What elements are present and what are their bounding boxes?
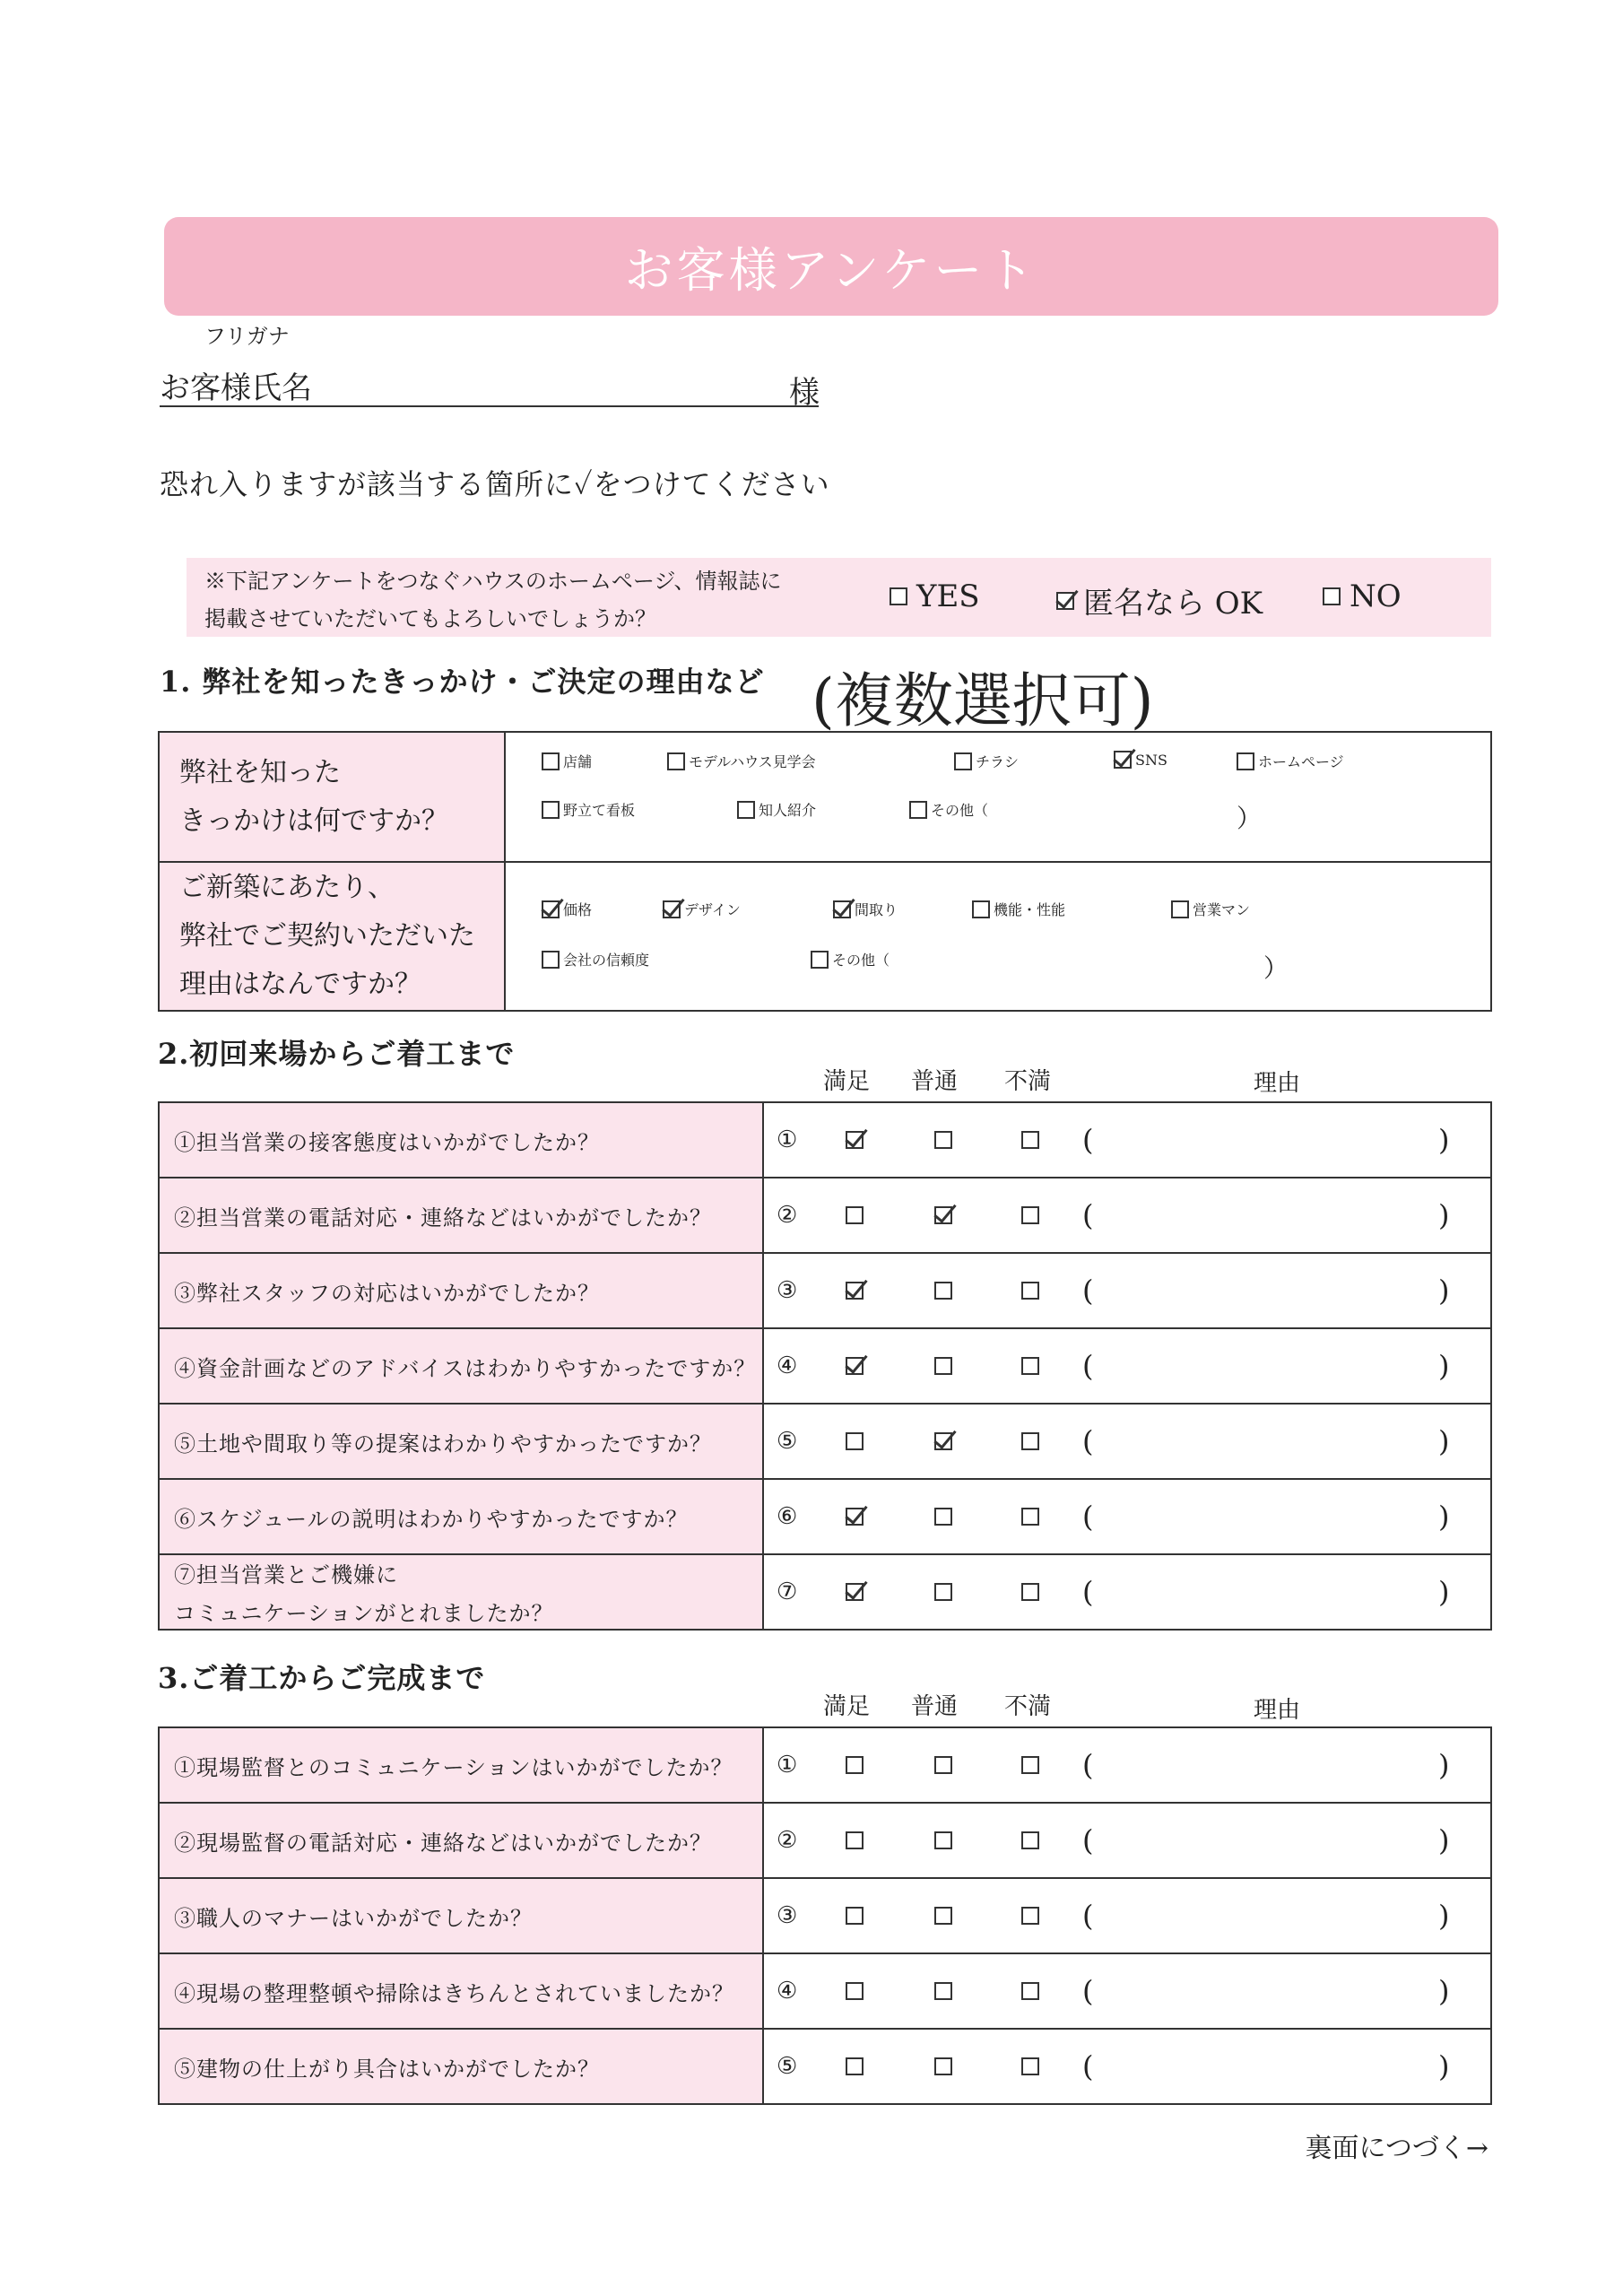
rating-row: [159, 1328, 1491, 1404]
answer-cell: [763, 1878, 1491, 1953]
reason-close-paren: ): [1438, 1198, 1450, 1232]
question-text: ③弊社スタッフの対応はいかがでしたか？: [174, 1280, 600, 1306]
answer-cell: [763, 1178, 1491, 1253]
consent-line-2: 掲載させていただいてもよろしいでしょうか？: [204, 606, 656, 631]
question-text: ②担当営業の電話対応・連絡などはいかがでしたか？: [174, 1205, 712, 1231]
question-text: ⑦担当営業とご機嫌に: [174, 1562, 398, 1587]
checkbox-satisfied[interactable]: [846, 1357, 864, 1375]
q2-option-other[interactable]: その他（: [811, 949, 890, 970]
reason-open-paren: (: [1082, 1349, 1094, 1383]
question-text: ③職人のマナーはいかがでしたか？: [174, 1905, 533, 1931]
reason-open-paren: (: [1082, 1198, 1094, 1232]
reason-close-paren: ): [1438, 1575, 1450, 1609]
consent-option-no[interactable]: [1323, 578, 1402, 614]
question-text: ⑤建物の仕上がり具合はいかがでしたか？: [174, 2056, 600, 2082]
checkbox-normal[interactable]: [934, 1282, 952, 1300]
rating-row: [159, 1253, 1491, 1328]
q2-option[interactable]: 価格: [542, 899, 592, 919]
consent-option-yes[interactable]: [890, 578, 980, 614]
reason-open-paren: (: [1082, 1823, 1094, 1857]
q1-option[interactable]: ホームページ: [1237, 751, 1344, 771]
q2-label-line: ご新築にあたり、: [179, 872, 395, 903]
answer-cell: [763, 2029, 1491, 2104]
checkbox-dissatisfied[interactable]: [1021, 1206, 1039, 1224]
question-cell: [159, 1727, 763, 1803]
checkbox-satisfied[interactable]: [846, 1982, 864, 2000]
reason-field[interactable]: [1105, 1893, 1428, 1937]
question-cell: [159, 1953, 763, 2029]
row-number: ①: [777, 1752, 798, 1779]
checkbox-satisfied[interactable]: [846, 1432, 864, 1450]
checkbox-normal[interactable]: [934, 1982, 952, 2000]
instruction-text: 恐れ入りますが該当する箇所に✓をつけてください: [160, 467, 830, 501]
header-reason: 理由: [1254, 1070, 1301, 1097]
reason-field[interactable]: [1105, 1118, 1428, 1161]
question-text: ⑤土地や間取り等の提案はわかりやすかったですか？: [174, 1431, 712, 1457]
row-number: ⑤: [777, 1428, 798, 1455]
checkbox-satisfied[interactable]: [846, 1583, 864, 1601]
question-text: ④現場の整理整頓や掃除はきちんとされていましたか？: [174, 1980, 734, 2006]
consent-question: [204, 562, 781, 638]
header-satisfied: 満足: [823, 1693, 871, 1720]
checkbox-normal[interactable]: [934, 1508, 952, 1526]
q2-options-cell: [505, 862, 1491, 1011]
reason-close-paren: ): [1438, 1424, 1450, 1458]
checkbox-dissatisfied[interactable]: [1021, 2057, 1039, 2075]
name-honorific: 様: [789, 375, 820, 411]
row-number: ②: [777, 1827, 798, 1854]
question-cell: [159, 1803, 763, 1878]
checkbox-dissatisfied[interactable]: [1021, 1357, 1039, 1375]
header-normal: 普通: [911, 1068, 959, 1095]
reason-open-paren: (: [1082, 1974, 1094, 2008]
header-dissatisfied: 不満: [1004, 1693, 1052, 1720]
row-number: ③: [777, 1277, 798, 1304]
reason-field[interactable]: [1105, 1570, 1428, 1613]
q1-option[interactable]: SNS: [1114, 751, 1167, 769]
answer-cell: [763, 1328, 1491, 1404]
checkbox-dissatisfied[interactable]: [1021, 1831, 1039, 1849]
checkbox-yes[interactable]: [890, 587, 907, 605]
answer-cell: [763, 1554, 1491, 1630]
reason-field[interactable]: [1105, 1419, 1428, 1463]
row-number: ③: [777, 1902, 798, 1929]
q1-label-line: きっかけは何ですか？: [179, 804, 448, 837]
q1-option[interactable]: 知人紹介: [737, 799, 816, 820]
q1-option-other[interactable]: その他（: [909, 799, 988, 820]
row-number: ⑥: [777, 1503, 798, 1530]
checkbox-normal[interactable]: [934, 2057, 952, 2075]
answer-cell: [763, 1404, 1491, 1479]
question-text: ①現場監督とのコミュニケーションはいかがでしたか？: [174, 1754, 733, 1780]
rating-row: [159, 1479, 1491, 1554]
answer-cell: [763, 1953, 1491, 2029]
furigana-label: フリガナ: [204, 324, 290, 349]
rating-row: [159, 1953, 1491, 2029]
checkbox-satisfied[interactable]: [846, 1206, 864, 1224]
checkbox-satisfied[interactable]: [846, 1831, 864, 1849]
q2-label-cell: [159, 862, 505, 1011]
answer-cell: [763, 1803, 1491, 1878]
q1-option[interactable]: 店舗: [542, 751, 592, 771]
checkbox-dissatisfied[interactable]: [1021, 1982, 1039, 2000]
q2-label-line: 理由はなんですか？: [179, 969, 421, 1000]
row-number: ⑦: [777, 1578, 798, 1605]
reason-field[interactable]: [1105, 1268, 1428, 1312]
answer-cell: [763, 1253, 1491, 1328]
reason-close-paren: ): [1438, 1748, 1450, 1782]
header-satisfied: 満足: [823, 1068, 871, 1095]
consent-line-1: ※下記アンケートをつなぐハウスのホームページ、情報誌に: [204, 569, 782, 594]
section1-table: [158, 731, 1492, 1012]
checkbox-satisfied[interactable]: [846, 1907, 864, 1925]
checkbox-dissatisfied[interactable]: [1021, 1131, 1039, 1149]
checkbox-normal[interactable]: [934, 1583, 952, 1601]
checkbox-dissatisfied[interactable]: [1021, 1282, 1039, 1300]
checkbox-satisfied[interactable]: [846, 1131, 864, 1149]
reason-close-paren: ): [1438, 1349, 1450, 1383]
reason-open-paren: (: [1082, 1500, 1094, 1534]
reason-field[interactable]: [1105, 2044, 1428, 2088]
reason-field[interactable]: [1105, 1193, 1428, 1237]
reason-open-paren: (: [1082, 1899, 1094, 1933]
header-dissatisfied: 不満: [1004, 1068, 1052, 1095]
question-cell: [159, 1878, 763, 1953]
rating-row: [159, 1803, 1491, 1878]
answer-cell: [763, 1479, 1491, 1554]
reason-open-paren: (: [1082, 1424, 1094, 1458]
q1-option[interactable]: チラシ: [954, 751, 1019, 771]
question-text: ①担当営業の接客態度はいかがでしたか？: [174, 1129, 600, 1155]
reason-close-paren: ): [1438, 1974, 1450, 2008]
question-text: ④資金計画などのアドバイスはわかりやすかったですか？: [174, 1355, 757, 1381]
checkbox-satisfied[interactable]: [846, 1508, 864, 1526]
question-text: ②現場監督の電話対応・連絡などはいかがでしたか？: [174, 1830, 712, 1856]
question-cell: [159, 1404, 763, 1479]
section3-title: 3.ご着工からご完成まで: [158, 1661, 486, 1695]
q1-option[interactable]: モデルハウス見学会: [667, 751, 816, 771]
checkbox-normal[interactable]: [934, 1831, 952, 1849]
checkbox-normal[interactable]: [934, 1131, 952, 1149]
rating-row: [159, 1178, 1491, 1253]
q2-option[interactable]: 営業マン: [1171, 899, 1250, 919]
row-number: ①: [777, 1126, 798, 1153]
q1-label-cell: [159, 732, 505, 862]
continue-on-back-note: 裏面につづく→: [1305, 2133, 1488, 2164]
checkbox-dissatisfied[interactable]: [1021, 1432, 1039, 1450]
consent-anonymous-label: 匿名なら OK: [1083, 586, 1263, 622]
reason-field[interactable]: [1105, 1344, 1428, 1387]
q2-option[interactable]: 会社の信頼度: [542, 949, 649, 970]
question-cell: [159, 1554, 763, 1630]
checkbox-dissatisfied[interactable]: [1021, 1508, 1039, 1526]
rating-row: [159, 1554, 1491, 1630]
reason-field[interactable]: [1105, 1743, 1428, 1787]
question-cell: [159, 1178, 763, 1253]
q1-other-close: ）: [1237, 804, 1263, 833]
checkbox-anonymous[interactable]: [1056, 592, 1074, 610]
q2-label-line: 弊社でご契約いただいた: [179, 920, 475, 952]
reason-field[interactable]: [1105, 1969, 1428, 2013]
row-number: ②: [777, 1202, 798, 1229]
consent-no-label: NO: [1350, 578, 1402, 614]
q2-option[interactable]: 間取り: [833, 899, 898, 919]
checkbox-dissatisfied[interactable]: [1021, 1907, 1039, 1925]
reason-close-paren: ): [1438, 2049, 1450, 2083]
question-cell: [159, 1253, 763, 1328]
checkbox-no[interactable]: [1323, 587, 1341, 605]
reason-close-paren: ): [1438, 1500, 1450, 1534]
reason-field[interactable]: [1105, 1494, 1428, 1538]
question-cell: [159, 2029, 763, 2104]
rating-row: [159, 1102, 1491, 1178]
header-reason: 理由: [1254, 1697, 1301, 1724]
rating-row: [159, 1404, 1491, 1479]
q2-option[interactable]: 機能・性能: [972, 899, 1065, 919]
q2-option[interactable]: デザイン: [663, 899, 741, 919]
rating-row: [159, 2029, 1491, 2104]
question-cell: [159, 1328, 763, 1404]
reason-open-paren: (: [1082, 1274, 1094, 1308]
reason-open-paren: (: [1082, 2049, 1094, 2083]
reason-close-paren: ): [1438, 1123, 1450, 1157]
checkbox-satisfied[interactable]: [846, 2057, 864, 2075]
q1-label-line: 弊社を知った: [179, 756, 341, 788]
q1-option[interactable]: 野立て看板: [542, 799, 635, 820]
checkbox-normal[interactable]: [934, 1907, 952, 1925]
rating-row: [159, 1878, 1491, 1953]
question-cell: [159, 1102, 763, 1178]
checkbox-dissatisfied[interactable]: [1021, 1756, 1039, 1774]
consent-option-anonymous[interactable]: [1056, 578, 1263, 622]
reason-close-paren: ): [1438, 1823, 1450, 1857]
rating-row: [159, 1727, 1491, 1803]
section3-table: [158, 1726, 1492, 2105]
customer-name-field[interactable]: [160, 405, 819, 407]
q1-options-cell: [505, 732, 1491, 862]
checkbox-satisfied[interactable]: [846, 1282, 864, 1300]
answer-cell: [763, 1102, 1491, 1178]
reason-close-paren: ): [1438, 1274, 1450, 1308]
checkbox-normal[interactable]: [934, 1432, 952, 1450]
reason-open-paren: (: [1082, 1575, 1094, 1609]
section2-table: [158, 1101, 1492, 1631]
reason-close-paren: ): [1438, 1899, 1450, 1933]
section1-title: 1. 弊社を知ったきっかけ・ご決定の理由など: [160, 665, 765, 699]
multi-select-note: (複数選択可): [812, 666, 1154, 735]
checkbox-dissatisfied[interactable]: [1021, 1583, 1039, 1601]
row-number: ⑤: [777, 2053, 798, 2080]
answer-cell: [763, 1727, 1491, 1803]
question-text: ⑥スケジュールの説明はわかりやすかったですか？: [174, 1506, 689, 1532]
row-number: ④: [777, 1352, 798, 1379]
q2-other-close: ）: [1263, 953, 1289, 983]
checkbox-normal[interactable]: [934, 1357, 952, 1375]
consent-yes-label: YES: [916, 578, 980, 614]
checkbox-satisfied[interactable]: [846, 1756, 864, 1774]
question-cell: [159, 1479, 763, 1554]
survey-title: お客様アンケート: [164, 217, 1498, 316]
customer-name-label: お客様氏名: [160, 370, 312, 406]
row-number: ④: [777, 1978, 798, 2005]
checkbox-normal[interactable]: [934, 1206, 952, 1224]
section2-title: 2.初回来場からご着工まで: [158, 1037, 516, 1071]
checkbox-normal[interactable]: [934, 1756, 952, 1774]
reason-field[interactable]: [1105, 1818, 1428, 1862]
reason-open-paren: (: [1082, 1123, 1094, 1157]
question-text-2: コミュニケーションがとれましたか？: [174, 1601, 554, 1626]
reason-open-paren: (: [1082, 1748, 1094, 1782]
header-normal: 普通: [911, 1693, 959, 1720]
